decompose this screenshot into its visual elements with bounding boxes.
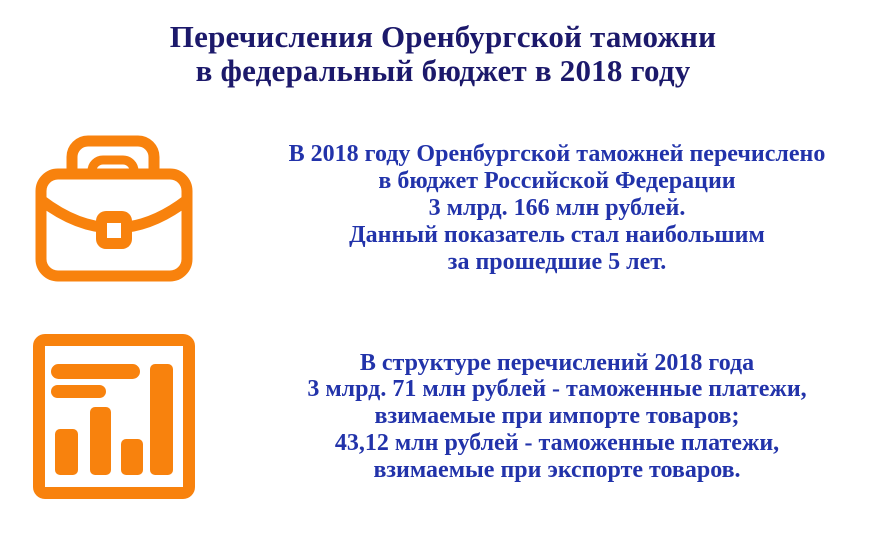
- page-title-line-1: Перечисления Оренбургской таможни: [169, 19, 717, 54]
- total-transfers-text: [228, 141, 886, 275]
- page-title: [0, 20, 886, 88]
- text-line: В 2018 году Оренбургской таможней перечислено: [288, 141, 826, 167]
- briefcase-icon: [0, 134, 228, 282]
- text-line: 3 млрд. 71 млн рублей - таможенные платежи,: [307, 376, 807, 403]
- text-line: в бюджет Российской Федерации: [378, 167, 736, 194]
- text-line: Данный показатель стал наибольшим: [349, 221, 765, 248]
- section-transfer-structure: [0, 334, 886, 499]
- section-total-transfers: [0, 134, 886, 282]
- text-line: В структуре перечислений 2018 года: [359, 349, 755, 376]
- bar-chart-icon: [0, 334, 228, 499]
- text-line: взимаемые при импорте товаров;: [374, 403, 740, 430]
- bar-chart-icon-svg: [33, 334, 195, 499]
- text-line: 43,12 млн рублей - таможенные платежи,: [334, 430, 780, 457]
- page-title-line-2: в федеральный бюджет в 2018 году: [195, 53, 691, 89]
- briefcase-icon-svg: [34, 134, 194, 282]
- text-line: взимаемые при экспорте товаров.: [373, 457, 741, 483]
- transfer-structure-text: [228, 350, 886, 484]
- text-line: 3 млрд. 166 млн рублей.: [428, 194, 686, 221]
- text-line: за прошедшие 5 лет.: [447, 248, 667, 275]
